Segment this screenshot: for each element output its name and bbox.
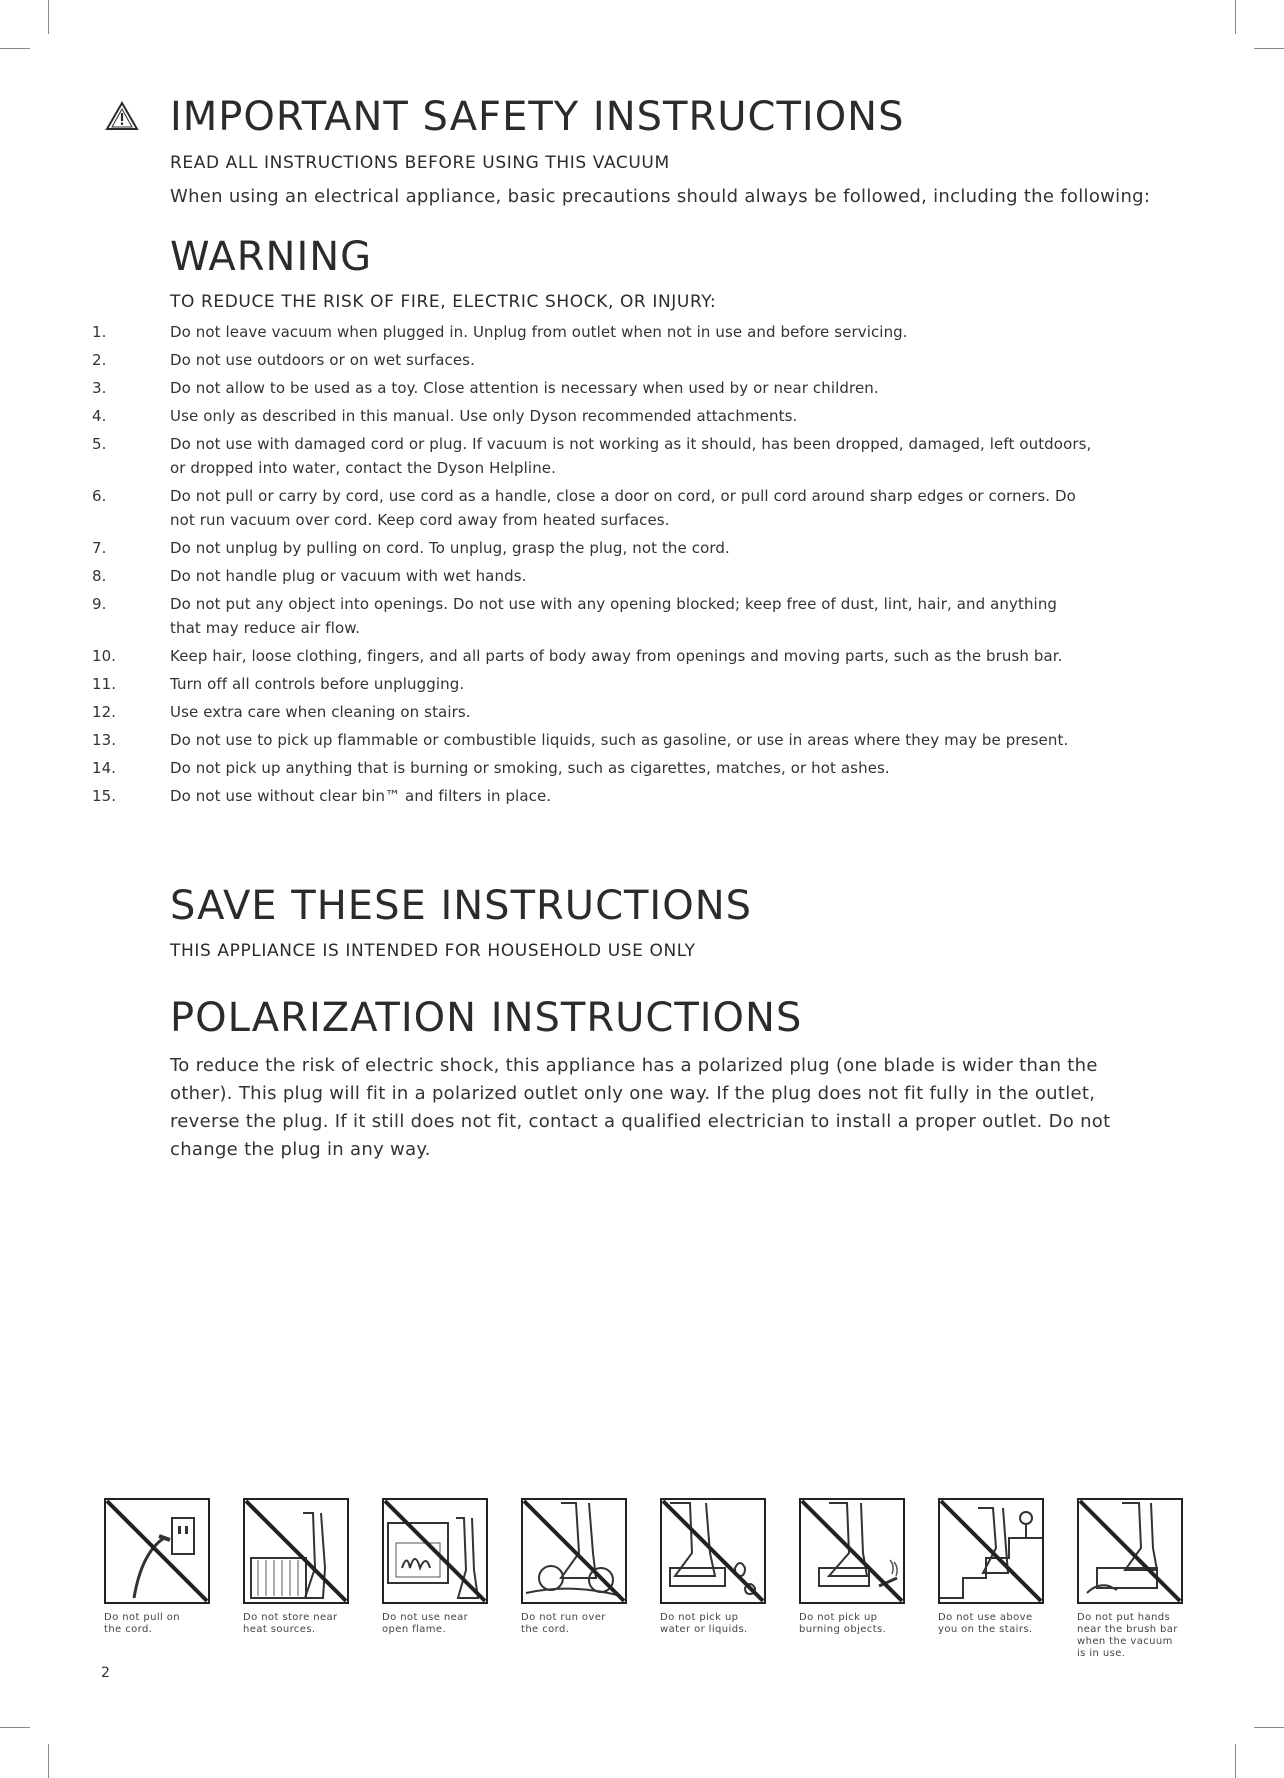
list-item — [92, 432, 1092, 480]
crop-mark — [0, 1727, 30, 1728]
list-item-number: 1. — [92, 323, 107, 341]
list-item-number: 11. — [92, 675, 117, 693]
list-item — [92, 348, 1092, 372]
list-item — [92, 404, 1092, 428]
pictogram-tile — [521, 1498, 631, 1636]
burning-objects-icon — [799, 1498, 905, 1604]
list-item — [92, 756, 1092, 780]
list-item — [92, 592, 1092, 640]
list-item — [92, 536, 1092, 560]
list-item-text: Do not pick up anything that is burning or smoking, such as cigarettes, matches, or hot ashes. — [170, 759, 890, 777]
list-item — [92, 728, 1092, 752]
list-item — [92, 784, 1092, 808]
polarization-text: To reduce the risk of electric shock, this appliance has a polarized plug (one blade is wider than the other). This plug will fit in a polarized outlet only one way. If the plug does not fit fully in the outlet, reverse the plug. If it still does not fit, contact a qualified electrician to install a proper outlet. Do not change the plug in any way. — [170, 1055, 1111, 1160]
polarization-title: POLARIZATION INSTRUCTIONS — [170, 995, 803, 1041]
run-over-cord-icon — [521, 1498, 627, 1604]
list-item-text: Do not pull or carry by cord, use cord as a handle, close a door on cord, or pull cord around sharp edges or corners. Do not run vacuum over cord. Keep cord away from heated surfaces. — [170, 487, 1076, 529]
pictogram-caption: Do not pull on the cord. — [104, 1612, 181, 1635]
list-item-text: Turn off all controls before unplugging. — [170, 675, 465, 693]
crop-mark — [48, 1744, 49, 1778]
page-title: IMPORTANT SAFETY INSTRUCTIONS — [170, 94, 905, 140]
list-item-number: 15. — [92, 787, 117, 805]
list-item-number: 3. — [92, 379, 107, 397]
pull-cord-icon — [104, 1498, 210, 1604]
list-item-number: 5. — [92, 435, 107, 453]
pictogram-caption: Do not store near heat sources. — [243, 1612, 338, 1635]
crop-mark — [1254, 1727, 1284, 1728]
safety-subtitle: READ ALL INSTRUCTIONS BEFORE USING THIS VACUUM — [170, 153, 670, 173]
list-item — [92, 672, 1092, 696]
save-subtitle: THIS APPLIANCE IS INTENDED FOR HOUSEHOLD USE ONLY — [170, 941, 696, 961]
crop-mark — [0, 48, 30, 49]
list-item — [92, 484, 1092, 532]
list-item-number: 10. — [92, 647, 117, 665]
list-item-number: 4. — [92, 407, 107, 425]
list-item-text: Do not allow to be used as a toy. Close attention is necessary when used by or near children. — [170, 379, 879, 397]
brush-bar-hands-icon — [1077, 1498, 1183, 1604]
list-item-text: Do not handle plug or vacuum with wet hands. — [170, 567, 527, 585]
pictogram-tile — [799, 1498, 909, 1636]
pictogram-caption: Do not use above you on the stairs. — [938, 1612, 1033, 1635]
warning-triangle-icon — [104, 100, 140, 132]
crop-mark — [1254, 48, 1284, 49]
water-liquids-icon — [660, 1498, 766, 1604]
list-item-number: 2. — [92, 351, 107, 369]
pictogram-tile — [104, 1498, 214, 1636]
list-item-number: 6. — [92, 487, 107, 505]
list-item-number: 12. — [92, 703, 117, 721]
list-item-number: 13. — [92, 731, 117, 749]
list-item-number: 9. — [92, 595, 107, 613]
heat-source-icon — [243, 1498, 349, 1604]
pictogram-row — [104, 1498, 1194, 1659]
pictogram-caption: Do not put hands near the brush bar when the vacuum is in use. — [1077, 1612, 1178, 1659]
list-item-number: 8. — [92, 567, 107, 585]
save-title: SAVE THESE INSTRUCTIONS — [170, 883, 753, 929]
page-number: 2 — [101, 1665, 110, 1681]
crop-mark — [48, 0, 49, 34]
crop-mark — [1235, 1744, 1236, 1778]
list-item-text: Do not use with damaged cord or plug. If vacuum is not working as it should, has been dropped, damaged, left outdoors, or dropped into water, contact the Dyson Helpline. — [170, 435, 1092, 477]
pictogram-caption: Do not run over the cord. — [521, 1612, 606, 1635]
pictogram-caption: Do not pick up burning objects. — [799, 1612, 887, 1635]
list-item-text: Do not use outdoors or on wet surfaces. — [170, 351, 475, 369]
warning-title: WARNING — [170, 234, 373, 280]
crop-mark — [1235, 0, 1236, 34]
pictogram-tile — [243, 1498, 353, 1636]
pictogram-tile — [660, 1498, 770, 1636]
list-item — [92, 644, 1092, 668]
list-item-text: Keep hair, loose clothing, fingers, and all parts of body away from openings and moving parts, such as the brush bar. — [170, 647, 1063, 665]
list-item — [92, 700, 1092, 724]
open-flame-icon — [382, 1498, 488, 1604]
list-item-text: Do not unplug by pulling on cord. To unplug, grasp the plug, not the cord. — [170, 539, 730, 557]
pictogram-tile — [938, 1498, 1048, 1636]
list-item-text: Do not leave vacuum when plugged in. Unplug from outlet when not in use and before servicing. — [170, 323, 908, 341]
list-item-number: 14. — [92, 759, 117, 777]
list-item — [92, 320, 1092, 344]
pictogram-tile — [1077, 1498, 1187, 1660]
pictogram-caption: Do not pick up water or liquids. — [660, 1612, 748, 1635]
safety-intro: When using an electrical appliance, basic precautions should always be followed, including the following: — [170, 186, 1151, 207]
list-item-text: Do not put any object into openings. Do not use with any opening blocked; keep free of dust, lint, hair, and anything that may reduce air flow. — [170, 595, 1058, 637]
list-item-text: Do not use without clear bin™ and filters in place. — [170, 787, 552, 805]
list-item-text: Do not use to pick up flammable or combustible liquids, such as gasoline, or use in areas where they may be present. — [170, 731, 1069, 749]
warning-list — [92, 320, 1092, 812]
stairs-icon — [938, 1498, 1044, 1604]
list-item-text: Use only as described in this manual. Use only Dyson recommended attachments. — [170, 407, 798, 425]
pictogram-tile — [382, 1498, 492, 1636]
list-item-text: Use extra care when cleaning on stairs. — [170, 703, 471, 721]
list-item — [92, 564, 1092, 588]
warning-subtitle: TO REDUCE THE RISK OF FIRE, ELECTRIC SHOCK, OR INJURY: — [170, 292, 717, 312]
list-item-number: 7. — [92, 539, 107, 557]
list-item — [92, 376, 1092, 400]
pictogram-caption: Do not use near open flame. — [382, 1612, 469, 1635]
